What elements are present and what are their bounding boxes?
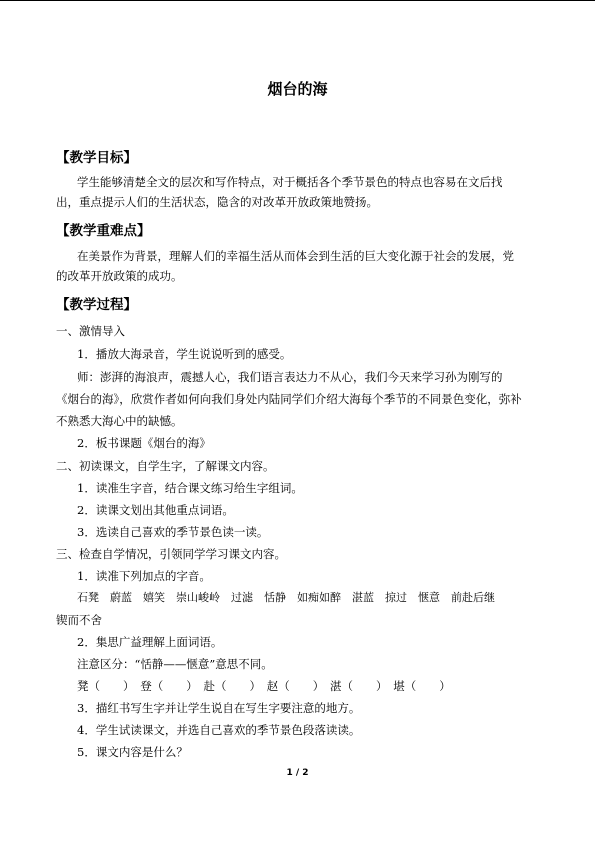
goals-line: 出，重点提示人们的生活状态，隐含的对改革开放政策地赞扬。 (56, 195, 378, 209)
process-line: 2．读课文划出其他重点词语。 (77, 503, 234, 517)
key-points-line: 在美景作为背景，理解人们的幸福生活从而体会到生活的巨大变化源于社会的发展，党 (77, 249, 514, 263)
process-line: 1．播放大海录音，学生说说听到的感受。 (77, 347, 292, 361)
heading-key-points: 【教学重难点】 (56, 223, 151, 239)
process-line: 《烟台的海》，欣赏作者如何向我们身处内陆同学们介绍大海每个季节的不同景色变化，弥补 (56, 392, 522, 406)
process-line: 2．板书课题《烟台的海》 (77, 436, 211, 450)
process-line: 1．读准下列加点的字音。 (77, 569, 211, 583)
process-line: 2．集思广益理解上面词语。 (77, 635, 223, 649)
page-number: 1 / 2 (286, 768, 309, 778)
document-title: 烟台的海 (267, 80, 328, 98)
process-line: 一、激情导入 (56, 324, 125, 338)
process-line: 5．课文内容是什么？ (77, 745, 188, 759)
process-line: 3．选读自己喜欢的季节景色读一读。 (77, 525, 269, 539)
process-line: 1．读准生字音，结合课文练习给生字组词。 (77, 481, 303, 495)
vocab-line: 石凳 蔚蓝 嬉笑 崇山峻岭 过滤 恬静 如痴如醉 湛蓝 掠过 惬意 前赴后继 (77, 591, 495, 604)
key-points-line: 的改革开放政策的成功。 (56, 269, 183, 283)
process-line: 师：澎湃的海浪声，震撼人心，我们语言表达力不从心，我们今天来学习孙为刚写的 (77, 370, 503, 384)
process-line: 4．学生试读课文，并选自己喜欢的季节景色段落读读。 (77, 723, 361, 737)
fill-in-characters-line: 凳（ ） 登（ ） 赴（ ） 赵（ ） 湛（ ） 堪（ ） (77, 679, 451, 693)
heading-process: 【教学过程】 (56, 297, 137, 313)
process-line: 不熟悉大海心中的缺憾。 (56, 414, 183, 428)
process-line: 三、检查自学情况，引领同学学习课文内容。 (56, 547, 286, 561)
process-line: 二、初读课文，自学生字，了解课文内容。 (56, 459, 275, 473)
process-line: 注意区分：“恬静——惬意”意思不同。 (77, 657, 273, 671)
page-top-border (0, 0, 595, 1)
process-line: 3．描红书写生字并让学生说自在写生字要注意的地方。 (77, 701, 361, 715)
vocab-line: 锲而不舍 (56, 613, 102, 627)
goals-line: 学生能够清楚全文的层次和写作特点，对于概括各个季节景色的特点也容易在文后找 (77, 175, 503, 189)
heading-goals: 【教学目标】 (56, 150, 137, 166)
